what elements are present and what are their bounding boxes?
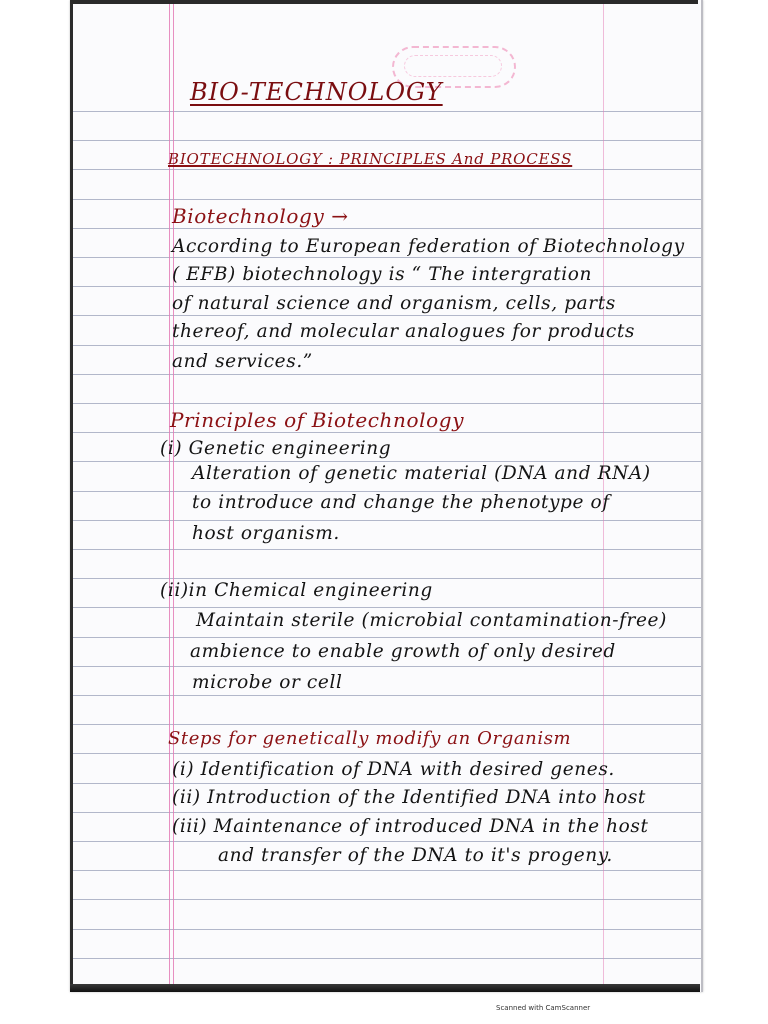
rule-line bbox=[73, 169, 701, 170]
rule-line bbox=[73, 899, 701, 900]
page-subtitle: BIOTECHNOLOGY : PRINCIPLES And PROCESS bbox=[168, 150, 573, 168]
text-line: and services.” bbox=[172, 351, 313, 372]
rule-line bbox=[73, 958, 701, 959]
section-heading-steps: Steps for genetically modify an Organism bbox=[168, 728, 572, 749]
rule-line bbox=[73, 578, 701, 579]
rule-line bbox=[73, 607, 701, 608]
text-line: ambience to enable growth of only desired bbox=[190, 641, 616, 662]
rule-line bbox=[73, 637, 701, 638]
text-line: of natural science and organism, cells, parts bbox=[172, 293, 616, 314]
page-title: BIO-TECHNOLOGY bbox=[190, 78, 443, 106]
text-line: host organism. bbox=[192, 523, 340, 544]
rule-line bbox=[73, 812, 701, 813]
rule-line bbox=[73, 403, 701, 404]
text-line: According to European federation of Biotechnology bbox=[172, 236, 685, 257]
rule-line bbox=[73, 111, 701, 112]
margin-line-left-double bbox=[173, 0, 174, 992]
text-line: Maintain sterile (microbial contamination-free) bbox=[196, 610, 667, 631]
text-line: (i) Identification of DNA with desired genes. bbox=[172, 759, 615, 780]
rule-line bbox=[73, 666, 701, 667]
page-bottom-edge bbox=[70, 984, 700, 992]
rule-line bbox=[73, 286, 701, 287]
text-line: (i) Genetic engineering bbox=[160, 438, 392, 459]
rule-line bbox=[73, 841, 701, 842]
text-line: (ii)in Chemical engineering bbox=[160, 580, 433, 601]
rule-line bbox=[73, 520, 701, 521]
text-line: Alteration of genetic material (DNA and RNA) bbox=[192, 463, 651, 484]
rule-line bbox=[73, 695, 701, 696]
rule-line bbox=[73, 461, 701, 462]
text-line: thereof, and molecular analogues for products bbox=[172, 321, 636, 342]
rule-line bbox=[73, 549, 701, 550]
text-line: microbe or cell bbox=[192, 672, 343, 693]
rule-line bbox=[73, 929, 701, 930]
text-line: to introduce and change the phenotype of bbox=[192, 492, 610, 513]
section-heading-principles: Principles of Biotechnology bbox=[170, 408, 465, 432]
rule-line bbox=[73, 345, 701, 346]
rule-line bbox=[73, 374, 701, 375]
rule-line bbox=[73, 783, 701, 784]
rule-line bbox=[73, 228, 701, 229]
rule-line bbox=[73, 870, 701, 871]
text-line: ( EFB) biotechnology is “ The intergration bbox=[172, 264, 593, 285]
rule-line bbox=[73, 315, 701, 316]
text-line: (ii) Introduction of the Identified DNA into host bbox=[172, 787, 646, 808]
rule-line bbox=[73, 257, 701, 258]
rule-line bbox=[73, 199, 701, 200]
rule-line bbox=[73, 724, 701, 725]
scanner-watermark: Scanned with CamScanner bbox=[496, 1004, 591, 1012]
margin-line-left bbox=[169, 0, 170, 992]
rule-line bbox=[73, 140, 701, 141]
rule-line bbox=[73, 753, 701, 754]
page-top-edge bbox=[70, 0, 698, 4]
text-line: and transfer of the DNA to it's progeny. bbox=[218, 845, 613, 866]
rule-line bbox=[73, 432, 701, 433]
text-line: (iii) Maintenance of introduced DNA in the host bbox=[172, 816, 649, 837]
section-heading-biotechnology: Biotechnology → bbox=[172, 204, 349, 228]
